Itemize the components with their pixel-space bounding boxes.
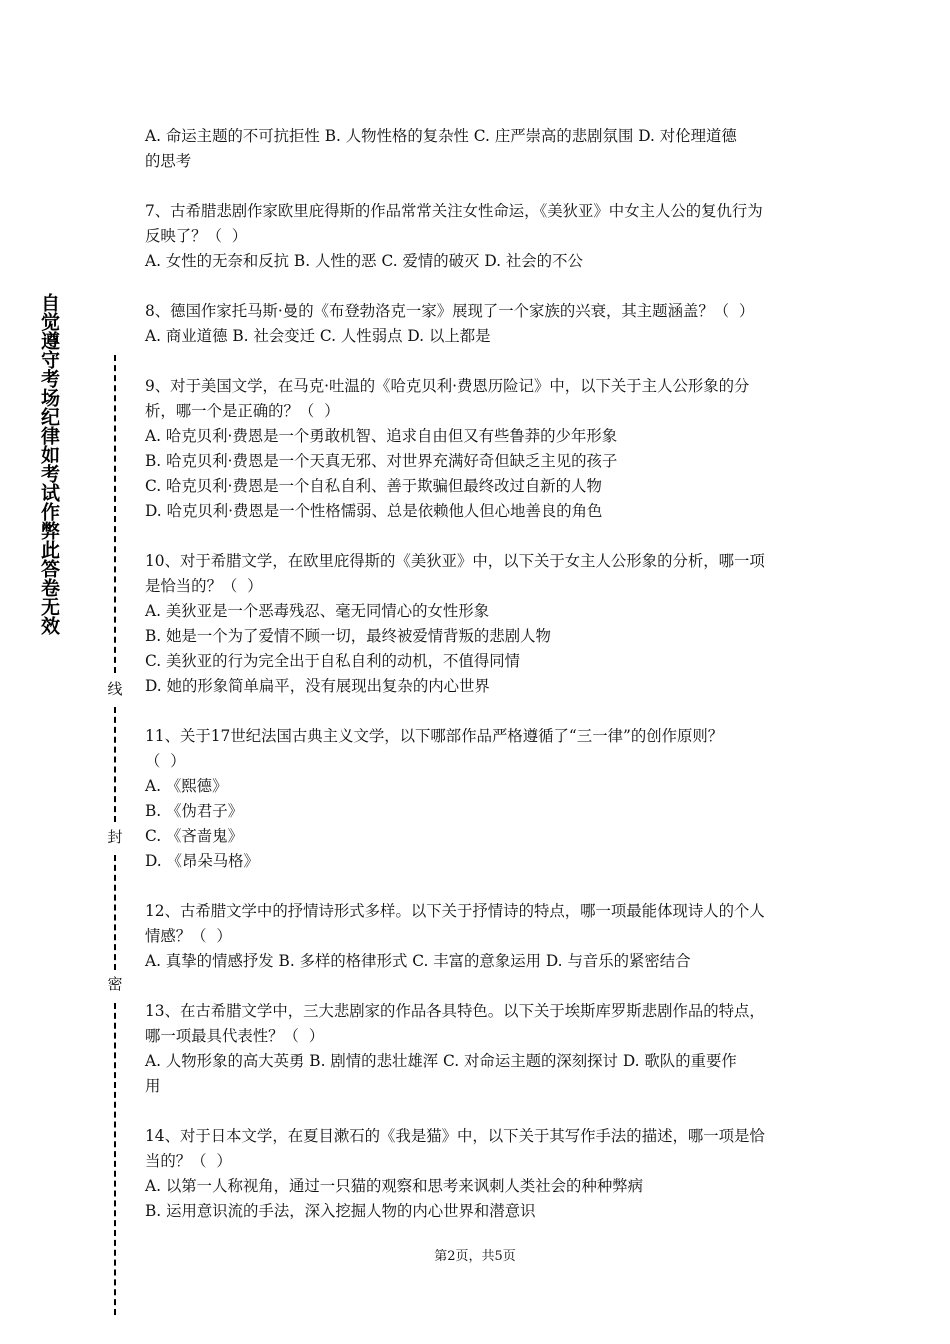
question-content	[145, 124, 811, 1249]
question-line: C. 《吝啬鬼》	[145, 827, 243, 845]
question-block	[145, 999, 811, 1099]
question-line: 8、德国作家托马斯·曼的《布登勃洛克一家》展现了一个家族的兴衰，其主题涵盖？（ ）	[145, 302, 755, 320]
question-block	[145, 199, 811, 274]
question-block	[145, 1124, 811, 1224]
question-line: （ ）	[145, 752, 186, 770]
question-line: 11、关于17世纪法国古典主义文学，以下哪部作品严格遵循了“三一律”的创作原则？	[145, 727, 724, 745]
question-line: A. 真挚的情感抒发 B. 多样的格律形式 C. 丰富的意象运用 D. 与音乐的紧密结合	[145, 952, 691, 970]
question-line: 9、对于美国文学，在马克·吐温的《哈克贝利·费恩历险记》中，以下关于主人公形象的分	[145, 377, 750, 395]
page-footer: 第2页，共5页	[434, 1249, 516, 1264]
question-line: 哪一项最具代表性？（ ）	[145, 1027, 325, 1045]
question-line: D. 《昂朵马格》	[145, 852, 259, 870]
question-line: 当的？（ ）	[145, 1152, 232, 1170]
question-line: B. 《伪君子》	[145, 802, 244, 820]
question-line: 是恰当的？（ ）	[145, 577, 263, 595]
question-line: 反映了？（ ）	[145, 227, 248, 245]
question-line: A. 美狄亚是一个恶毒残忍、毫无同情心的女性形象	[145, 602, 490, 620]
question-line: 情感？（ ）	[145, 927, 232, 945]
question-line: A. 以第一人称视角，通过一只猫的观察和思考来讽刺人类社会的种种弊病	[145, 1177, 644, 1195]
seal-dash-1	[114, 355, 116, 673]
question-line: B. 哈克贝利·费恩是一个天真无邪、对世界充满好奇但缺乏主见的孩子	[145, 452, 618, 470]
question-line: 10、对于希腊文学，在欧里庇得斯的《美狄亚》中，以下关于女主人公形象的分析，哪一项	[145, 552, 765, 570]
seal-dash-2	[114, 707, 116, 822]
question-line: 析，哪一个是正确的？（ ）	[145, 402, 340, 420]
question-line: 7、古希腊悲剧作家欧里庇得斯的作品常常关注女性命运，《美狄亚》中女主人公的复仇行为	[145, 202, 763, 220]
question-line: A. 哈克贝利·费恩是一个勇敢机智、追求自由但又有些鲁莽的少年形象	[145, 427, 618, 445]
question-line: 13、在古希腊文学中，三大悲剧家的作品各具特色。以下关于埃斯库罗斯悲剧作品的特点，	[145, 1002, 765, 1020]
question-line: C. 哈克贝利·费恩是一个自私自利、善于欺骗但最终改过自新的人物	[145, 477, 602, 495]
question-line: 12、古希腊文学中的抒情诗形式多样。以下关于抒情诗的特点，哪一项最能体现诗人的个人	[145, 902, 765, 920]
question-block	[145, 374, 811, 524]
seal-label-mi: 密	[107, 975, 123, 993]
seal-dash-4	[114, 1003, 116, 1315]
question-block	[145, 299, 811, 349]
question-line: 用	[145, 1077, 161, 1095]
question-line: B. 运用意识流的手法，深入挖掘人物的内心世界和潜意识	[145, 1202, 536, 1220]
question-line: A. 人物形象的高大英勇 B. 剧情的悲壮雄浑 C. 对命运主题的深刻探讨 D. 歌队的重要作	[145, 1052, 737, 1070]
question-line: A. 《熙德》	[145, 777, 228, 795]
question-block	[145, 124, 811, 174]
question-line: B. 她是一个为了爱情不顾一切，最终被爱情背叛的悲剧人物	[145, 627, 551, 645]
seal-line	[107, 355, 123, 1315]
question-block	[145, 724, 811, 874]
question-line: 的思考	[145, 152, 192, 170]
question-line: A. 商业道德 B. 社会变迁 C. 人性弱点 D. 以上都是	[145, 327, 491, 345]
question-line: A. 命运主题的不可抗拒性 B. 人物性格的复杂性 C. 庄严崇高的悲剧氛围 D. 对伦理道德	[145, 127, 737, 145]
side-warning-text: 自觉遵守考场纪律如考试作弊此答卷无效	[38, 293, 60, 635]
question-block	[145, 549, 811, 699]
question-line: D. 哈克贝利·费恩是一个性格懦弱、总是依赖他人但心地善良的角色	[145, 502, 603, 520]
seal-dash-3	[114, 855, 116, 970]
question-line: A. 女性的无奈和反抗 B. 人性的恶 C. 爱情的破灭 D. 社会的不公	[145, 252, 583, 270]
question-line: 14、对于日本文学，在夏目漱石的《我是猫》中，以下关于其写作手法的描述，哪一项是恰	[145, 1127, 765, 1145]
question-line: C. 美狄亚的行为完全出于自私自利的动机，不值得同情	[145, 652, 520, 670]
question-block	[145, 899, 811, 974]
question-line: D. 她的形象简单扁平，没有展现出复杂的内心世界	[145, 677, 490, 695]
seal-label-xian: 线	[107, 680, 123, 698]
seal-label-feng: 封	[107, 828, 123, 846]
